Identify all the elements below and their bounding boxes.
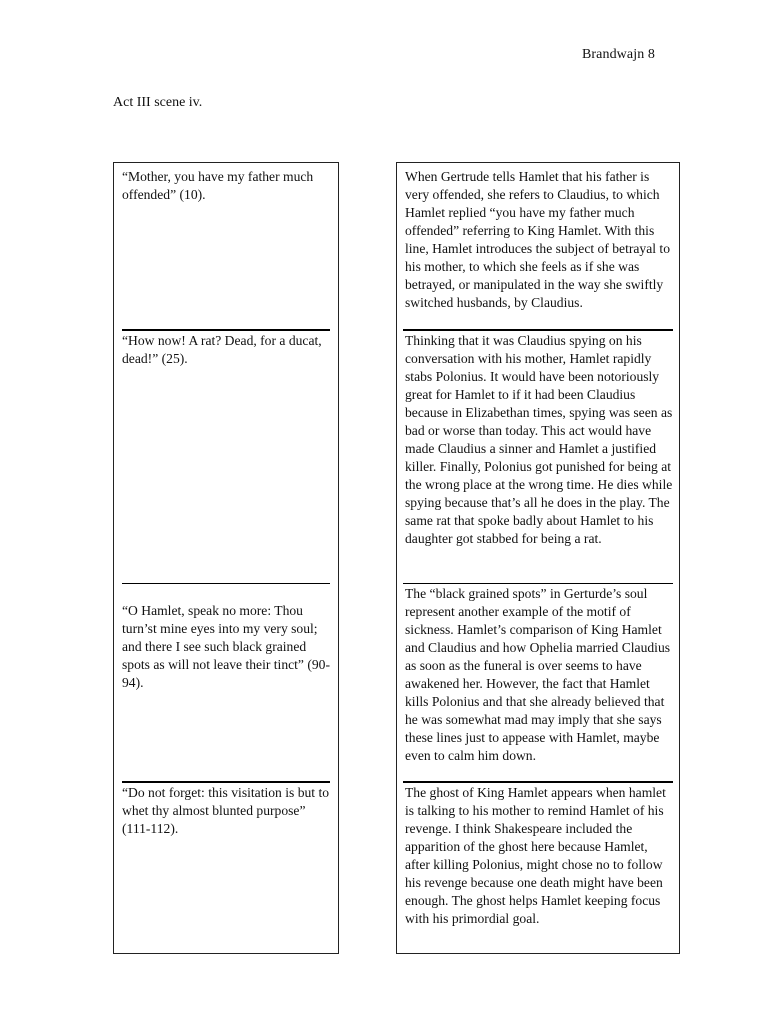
row-divider: [122, 329, 330, 331]
analysis-column: [396, 162, 680, 954]
section-title: Act III scene iv.: [113, 95, 203, 110]
analysis-entry: When Gertrude tells Hamlet that his father is very offended, she refers to Claudius, to which Hamlet replied “you have my father much offended” referring to King Hamlet. With this line, Hamlet introduces the subject of betrayal to his mother, to which she feels as if she was betrayed, or manipulated in the way she swiftly switched husbands, by Claudius.: [405, 169, 670, 310]
quote-entry: “Do not forget: this visitation is but to whet thy almost blunted purpose” (111-112).: [122, 785, 330, 836]
quote-entry: “O Hamlet, speak no more: Thou turn’st mine eyes into my very soul; and there I see such black grained spots as will not leave their tinct” (90-94).: [122, 603, 331, 690]
row-divider: [122, 583, 330, 584]
analysis-entry: The “black grained spots” in Gerturde’s soul represent another example of the motif of sickness. Hamlet’s comparison of King Hamlet and Claudius and how Ophelia married Claudius as soon as the funeral is over seems to have awakened her. However, the fact that Hamlet kills Polonius and that she already believed that he was somewhat mad may imply that she says these lines just to appease with Hamlet, maybe even to calm him down.: [405, 586, 671, 763]
row-divider: [403, 329, 673, 331]
page-header-label: Brandwajn 8: [581, 47, 655, 62]
row-divider: [403, 781, 673, 783]
row-divider: [122, 781, 330, 783]
quote-entry: “Mother, you have my father much offended” (10).: [122, 169, 314, 202]
quotes-column: [113, 162, 339, 954]
analysis-entry: Thinking that it was Claudius spying on his conversation with his mother, Hamlet rapidly stabs Polonius. It would have been notoriously great for Hamlet to if it had been Claudius because in Elizabethan times, spying was seen as bad or worse than today. This act would have made Claudius a sinner and Hamlet a justified killer. Finally, Polonius got punished for being at the wrong place at the wrong time. He dies while spying because that’s all he does in the play. The same rat that spoke badly about Hamlet to his daughter got stabbed for being a rat.: [405, 333, 673, 546]
row-divider: [403, 583, 673, 584]
analysis-entry: The ghost of King Hamlet appears when hamlet is talking to his mother to remind Hamlet of his revenge. I think Shakespeare included the apparition of the ghost here because Hamlet, after killing Polonius, might chose no to follow his revenge because one death might have been enough. The ghost helps Hamlet keeping focus with his primordial goal.: [405, 785, 666, 926]
quote-entry: “How now! A rat? Dead, for a ducat, dead!” (25).: [122, 333, 322, 366]
